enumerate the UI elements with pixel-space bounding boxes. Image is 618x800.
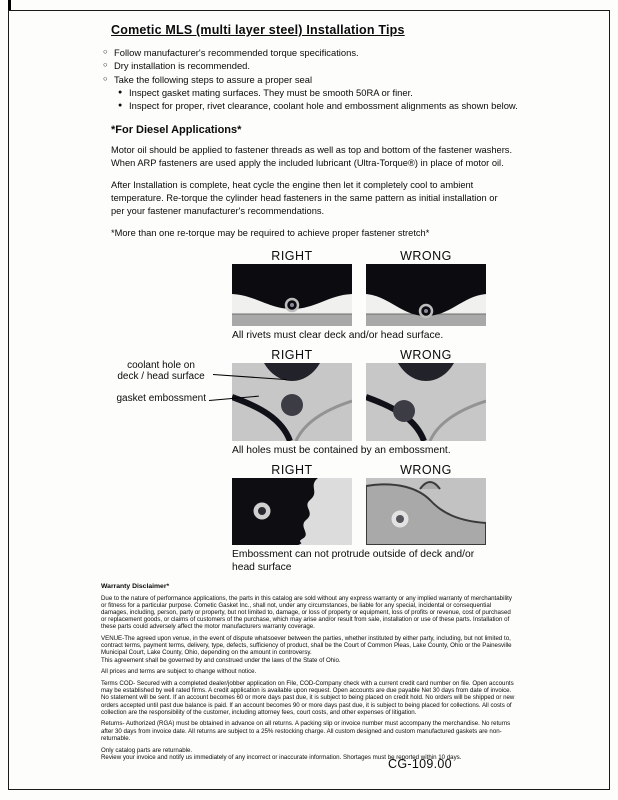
bullet-item	[103, 46, 591, 59]
warranty-paragraph: Terms COD- Secured with a completed dealer/jobber application on File, COD-Company check with a current credit card number on file. Open accounts may be established by well rated firms. A credit application is available upon request. Open accounts are due payable Net 30 days from date of invoice. No statement will be sent. If an account becomes 60 or more days past due, it is subject to being placed on credit hold. No orders will be shipped or new orders accepted until past due balance is paid. If an account becomes 90 or more days past due, it is subject to being placed for collections. All costs of collection are the responsibility of the customer, including attorney fees, court costs, and other expenses of litigation.	[101, 680, 515, 716]
sub-bullet-text: Inspect for proper, rivet clearance, coolant hole and embossment alignments as shown below.	[129, 100, 518, 112]
embossment-right-diagram	[232, 363, 352, 441]
installation-tips-list	[103, 46, 591, 113]
warranty-section	[101, 583, 515, 761]
protrusion-right-diagram	[232, 478, 352, 545]
warranty-paragraph: VENUE-The agreed upon venue, in the event of dispute whatsoever between the parties, whether instituted by either party, including, but not limited to, contract terms, payment terms, delivery, type, defects, sufficiency of product, shall be the Court of Common Pleas, Lake County, Ohio or the Painesville Municipal Court, Lake County, Ohio, depending on the amount in controversy.	[101, 635, 512, 657]
diagram-row-protrusion	[232, 463, 486, 574]
wrong-label: WRONG	[400, 347, 452, 362]
warranty-paragraph: This agreement shall be governed by and construed under the laws of the State of Ohio.	[101, 656, 341, 664]
diesel-applications-heading: *For Diesel Applications*	[111, 123, 242, 136]
sub-bullet-item	[118, 86, 591, 99]
diagram-panels	[116, 359, 486, 441]
warranty-paragraph: Returns- Authorized (RGA) must be obtained in advance on all returns. A packing slip or invoice number must accompany the merchandise. No returns after 30 days from invoice date. All returns are subject to a 25% restocking charge. All custom designed and custom manufactured gaskets are non-returnable.	[101, 720, 511, 742]
diagram-row-labels	[232, 348, 486, 363]
protrusion-wrong-diagram	[366, 478, 486, 545]
diagram-panels	[232, 478, 486, 545]
bullet-item	[103, 73, 591, 86]
bullet-text: Take the following steps to assure a proper seal	[114, 73, 313, 85]
page-border	[8, 10, 610, 790]
page-title: Cometic MLS (multi layer steel) Installation Tips	[111, 23, 405, 37]
diagram-row-labels	[232, 249, 486, 264]
diagram-caption: Embossment can not protrude outside of deck and/or head surface	[232, 548, 475, 573]
coolant-hole-label-line2: deck / head surface	[117, 371, 205, 383]
bullet-icon	[103, 46, 114, 59]
page-number: CG-109.00	[388, 757, 452, 771]
rivet-clearance-right-diagram	[232, 264, 352, 326]
warranty-heading: Warranty Disclaimer*	[101, 582, 170, 590]
bullet-text: Follow manufacturer's recommended torque specifications.	[114, 47, 359, 58]
right-label: RIGHT	[271, 347, 313, 362]
diagram-row-labels	[232, 463, 486, 478]
warranty-paragraph: Due to the nature of performance applications, the parts in this catalog are sold without any express warranty or any implied warranty of merchantability or fitness for a particular purpose. Cometic Gasket Inc., shall not, under any circumstances, be liable for any special, incidental or consequential damages, including, person, party or property, but not limited to, damage, or loss of property or equipment, loss of profits or revenue, cost of purchased or replacement goods, or claims of customers of the purchase, which may arise and/or result from sale, installation or use of these parts. Installation of these parts could adversely affect the motor manufacturers warranty coverage.	[101, 594, 512, 631]
bullet-icon	[103, 73, 114, 86]
rivet-clearance-wrong-diagram	[366, 264, 486, 326]
embossment-wrong-diagram	[366, 363, 486, 441]
sub-bullet-item	[118, 99, 591, 112]
bullet-icon	[118, 86, 129, 99]
gasket-embossment-label: gasket embossment	[116, 392, 206, 404]
warranty-paragraph: All prices and terms are subject to change without notice.	[101, 668, 257, 676]
diesel-paragraph-1: Motor oil should be applied to fastener threads as well as top and bottom of the fastener washers. When ARP fasteners are used apply the included lubricant (Ultra-Torque®) in place of motor oil.	[111, 144, 513, 168]
wrong-label: WRONG	[400, 462, 452, 477]
diesel-paragraph-2: After Installation is complete, heat cycle the engine then let it completely cool to ambient temperature. Re-torque the cylinder head fasteners in the same pattern as initial installation or per your fastener manufacturer's recommendations.	[111, 180, 498, 217]
bullet-item	[103, 59, 591, 72]
right-label: RIGHT	[271, 248, 313, 263]
retorque-note: *More than one re-torque may be required to achieve proper fastener stretch*	[111, 227, 430, 238]
sub-bullet-text: Inspect gasket mating surfaces. They must be smooth 50RA or finer.	[129, 87, 413, 99]
diagrams-section	[101, 249, 591, 574]
diagram-panels	[232, 264, 486, 326]
coolant-hole-label	[108, 360, 214, 383]
coolant-hole-label-line1: coolant hole on	[127, 359, 195, 371]
wrong-label: WRONG	[400, 248, 452, 263]
diagram-row-rivets	[232, 249, 486, 342]
warranty-paragraph: Review your invoice and notify us immediately of any incorrect or inaccurate information. Shortages must be reported within 10 days.	[101, 753, 462, 761]
warranty-paragraph: Only catalog parts are returnable.	[101, 746, 193, 754]
bullet-icon	[103, 59, 114, 72]
diagram-row-embossment	[116, 347, 486, 457]
bullet-icon	[118, 99, 129, 112]
right-label: RIGHT	[271, 462, 313, 477]
diagram-caption: All holes must be contained by an embossment.	[232, 444, 451, 456]
diagram-caption: All rivets must clear deck and/or head surface.	[232, 329, 444, 341]
bullet-text: Dry installation is recommended.	[114, 60, 250, 72]
